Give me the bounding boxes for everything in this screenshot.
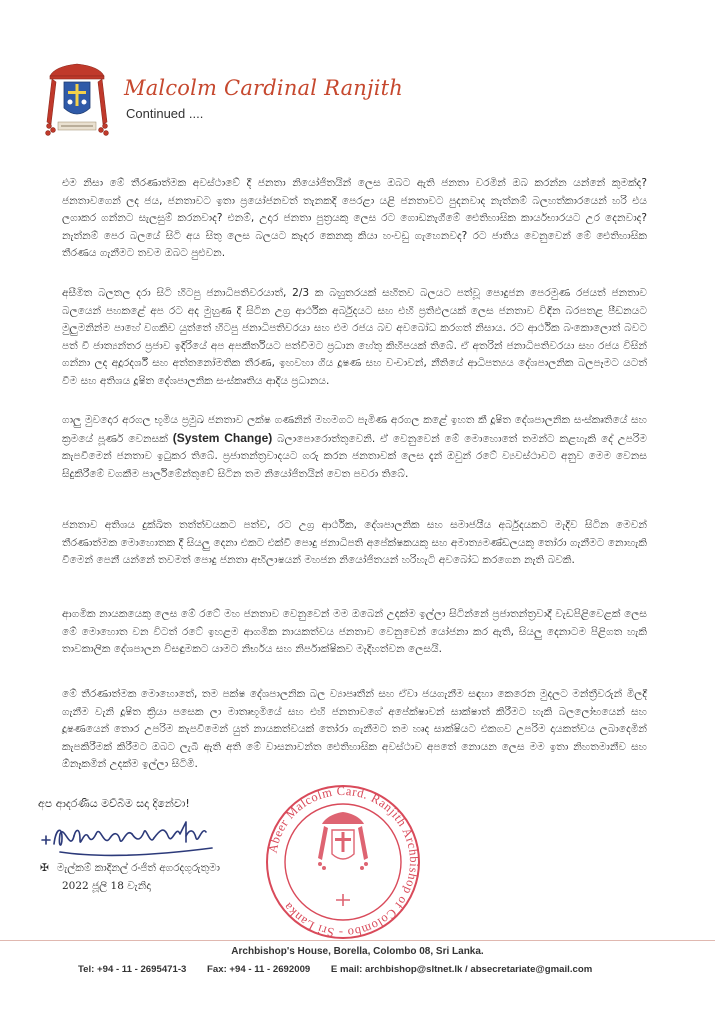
system-change-term: (System Change) [172,430,273,445]
footer-divider [0,940,715,941]
signer-name: මැල්කම් කාදිනල් රංජිත් අගරදගුරුතුමා [56,862,221,874]
body-paragraph-6: මේ තීරණාත්මක මොහොතේ, තම පක්ෂ දේශපාලනික බල ව්‍යාපෘතීන් සහ ඒවා ජයගැනීම සඳහා කෙරෙන මුදලට මන්ත්‍රීවරුන් මිලදී ගැනීම වැනි දූෂිත ක්‍රියා පසෙක ලා මාතෘභූමියේ සහ එහි ජනතාවගේ අපේක්ෂාවන් සාක්ෂාත් කිරීමට හැකි බලලෝභයෙන් සහ දූෂණයෙන් තොර උපරිම කැපවීමෙන් යුත් නායකත්වයක් තෝරා ගැනීමට තම හෘද සාක්ෂියට එකගව උපරිම දායකත්වය ලබාදෙමින් කැපකිරීමක් කිරීමට ඔබට ලැබී ඇති අති මේ වාසනාවන්ත ඓතිහාසික අවස්ථාව අපතේ නොයන ලෙස මම ඉතා නිහතමානීව සහ ඕනෑකමින් උදක්ම ඉල්ලා සිටිමි. [62,688,647,770]
closing-blessing: අප ආදරණීය මව්බිම සදා දිනේවා! [38,797,190,810]
signer-line [40,862,220,875]
body-paragraph-1: එම නිසා මේ තීරණාත්මක අවස්ථාවේ දී ජනතා නියෝජිතයින් ලෙස ඔබට ඇති ජනතා වරමින් ඔබ කරන්න යන්නේ කුමක්ද? ජනතාවගෙන් ලද ජය, ජනතාවට ඉතා ප්‍රයෝජනවත් තැනකදි පෙරළා යළි ජනතාවට පුදනවාද නැත්නම් බලහත්කාරයෙන් හරි එය ලගාකර ගන්නට සැලසුම් කරනවාද? එනම්, උදාර ජනතා පුත්‍රයකු ලෙස රට ගොඩනැගීමේ ඓතිහාසික කාර්යභාරයට උර දෙනවාද? නැත්නම් පෙර බලයේ සිටි අය සිතු ලෙස බලයට කෑදර කෙනකු කියා හංවඩු ගැහෙනවද? රට ජාතිය වෙනුවෙන් මේ ඓතිහාසික තීරණය ගැනීමට තවම ඔබට පුළුවන. [62,177,647,259]
footer-email: E mail: archbishop@sltnet.lk / absecretariate@gmail.com [330,964,593,975]
seal-text: Abeer Malcolm Card. Ranjith Archbishop of Colombo - Sri Lanka [265,783,422,941]
paragraph-3-text-start: ගාලු මුවදොර අරගල භූමිය ප්‍රමුඛ ජනතාව ලක්ෂ ගණනින් මහමගට පැමිණ අරගල කළේ ඉහත කී දූෂිත දේශපාලනික සංස්කෘතියේ සහ ක්‍රමයේ පූර්ණ වෙනසක් [62,414,647,445]
coat-of-arms-icon [44,62,110,140]
footer-contacts [78,964,610,975]
body-paragraph-5: ආගමික නායකයෙකු ලෙස මේ රටේ මහ ජනතාව වෙනුවෙන් මම ඔබෙන් උදක්ම ඉල්ලා සිටින්නේ ප්‍රජාතන්ත්‍රවාදී වැඩපිළිවෙළක් ලෙස මේ මොහොත වන විටත් රටේ ඉහළම ආගමික නායකත්වය ජනතාව වෙනුවෙන් යෝජනා කර ඇති, සියලු දෙනාටම පිළිගත හැකි තාවකාලික දේශපාලන විසඳුමකට යාමට නිර්භය සහ නිර්පාක්ෂිකව මැදිහත්වන ලෙසයි. [62,608,647,655]
body-paragraph-2: අසීමිත බලතල දරා සිටි හිටපු ජනාධිපතිවරයාත්, 2/3 ක බහුතරයක් සහිතව බලයට පත්වූ පොදුජන පෙරමුණ රජයත් ජනතාව බලයෙන් පහකළේ අප රට අද මුහුණ දී සිටින උග්‍ර ආර්ථික අර්බුදයට සහ එහි ප්‍රතිඵලයක් ලෙස ජනතාව විඳින බරපතළ පීඩනයට මුලුමනින්ම පාහේ වගකිව යුත්තේ හිටපු ජනාධිපතිවරයා සහ එම රජය බව අවබෝධ කරගත් නිසාය. රට ආර්ථික බංකොලොත් බවට පත් වී ජාත්‍යන්තර ප්‍රජාව ඉදිරියේ අප අපකීර්තියට පත්වීමට ප්‍රධාන හේතු කිහිපයක් තිබේ. ඒ අතරින් ජනාධිපතිවරයා සහ රජය විසින් ගන්නා ලද අදූරදර්ශී සහ අත්තනෝමතික තීරණ, ඉහවහා ගිය දූෂණ සහ වංචාවන්, නීතියේ ආධිපත්‍යය දේශපාලනික බලපෑමට යටත් වීම සහ අතිශය දූෂිත දේශපාලනික සංස්කෘතිය ආදිය ප්‍රධානය. [62,287,647,387]
letterhead-name: Malcolm Cardinal Ranjith [124,76,403,100]
body-paragraph-3 [62,412,647,483]
continued-label: Continued .... [126,106,204,121]
footer-address: Archbishop's House, Borella, Colombo 08, Sri Lanka. [231,946,484,957]
paragraph-3-text-end: බලාපොරොත්තුවෙනි. ඒ වෙනුවෙන් මේ මොහොතේ තමන්ට කළහැකි දේ උපරිම කැපවීමෙන් ජනතාව ඉටුකර තිබේ. ප්‍රජාතන්ත්‍රවාදයට ගරු කරන ජනතාවක් ලෙස දැන් ඔවුන් රටේ ව්‍යවස්ථාවට අනුව මෙම වෙනස සිදුකිරීමේ වගකීම පාර්ලිමේන්තුවේ සිටින තම නියෝජිතයින් වෙත පවරා තිබේ. [62,432,647,480]
svg-text:Abeer Malcolm Card. Ranjith Ar [266,784,422,940]
archdiocesan-seal-icon [252,782,434,942]
letter-date: 2022 ජූලි 18 වැනිදා [62,880,151,892]
footer-tel: Tel: +94 - 11 - 2695471-3 [78,964,187,975]
body-paragraph-4: ජනතාව අතිශය දුක්ඛිත තත්ත්වයකට පත්ව, රට උග්‍ර ආර්ථික, දේශපාලනික සහ සමාජයීය අර්බුදයකට මැදිව සිටින මෙවන් තීරණාත්මක මොහොතක දී සියලු දෙනා එකට එක්වී පොදු ජනාධිපති අපේක්ෂකයකු සහ අමාත්‍යමණ්ඩලයකු තෝරා ගැනීමට නොහැකි වීමෙන් පෙනී යන්නේ තවමත් පොදු ජනතා අභිලාෂයන් මහජන නියෝජිතයන් හරිහැටි අවබෝධ කරගෙන නැති බවකි. [62,519,647,566]
footer-fax: Fax: +94 - 11 - 2692009 [207,964,311,975]
cross-icon: ✠ [40,862,49,874]
